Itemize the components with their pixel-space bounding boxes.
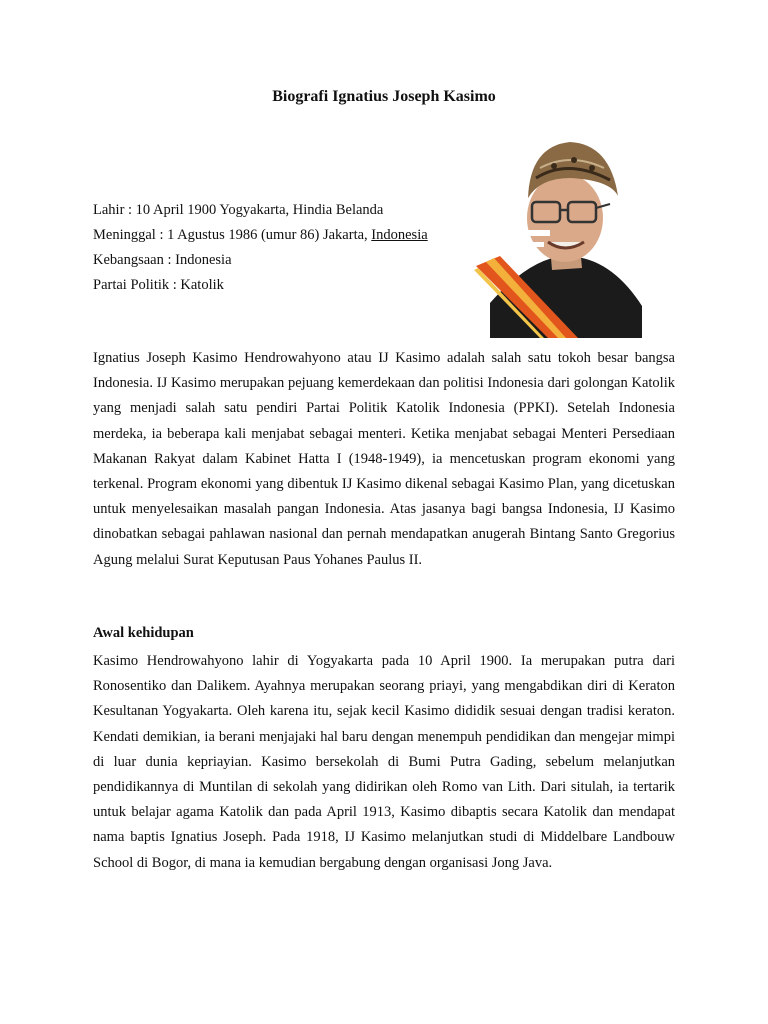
portrait-photo: [470, 138, 660, 338]
death-info-text: Meninggal : 1 Agustus 1986 (umur 86) Jakarta,: [93, 227, 372, 243]
document-title: Biografi Ignatius Joseph Kasimo: [272, 88, 496, 105]
birth-info: Lahir : 10 April 1900 Yogyakarta, Hindia Belanda: [93, 202, 384, 218]
biodata-block: [93, 198, 428, 298]
section-heading: Awal kehidupan: [93, 625, 194, 641]
section-paragraph: Kasimo Hendrowahyono lahir di Yogyakarta pada 10 April 1900. Ia merupakan putra dari Ronosentiko dan Dalikem. Ayahnya merupakan seorang priayi, yang mengabdikan diri di Keraton Kesultanan Yogyakarta. Oleh karena itu, sejak kecil Kasimo dididik sesuai dengan tradisi keraton. Kendati demikian, ia berani menjajaki hal baru dengan menempuh pendidikan dan mengejar mimpi di luar dunia kepriayian. Kasimo bersekolah di Bumi Putra Gading, sebelum melanjutkan pendidikannya di Muntilan di sekolah yang didirikan oleh Romo van Lith. Dari situlah, ia tertarik untuk belajar agama Katolik dan pada April 1913, Kasimo dibaptis secara Katolik dan mendapat nama baptis Ignatius Joseph. Pada 1918, IJ Kasimo melanjutkan studi di Middelbare Landbouw School di Bogor, di mana ia kemudian bergabung dengan organisasi Jong Java.: [93, 653, 675, 871]
nationality-info: Kebangsaan : Indonesia: [93, 252, 232, 268]
indonesia-link[interactable]: Indonesia: [371, 227, 428, 243]
party-info: Partai Politik : Katolik: [93, 277, 224, 293]
intro-paragraph: Ignatius Joseph Kasimo Hendrowahyono atau IJ Kasimo adalah salah satu tokoh besar bangsa Indonesia. IJ Kasimo merupakan pejuang kemerdekaan dan politisi Indonesia dari golongan Katolik yang menjadi salah satu pendiri Partai Politik Katolik Indonesia (PPKI). Setelah Indonesia merdeka, ia beberapa kali menjabat sebagai menteri. Ketika menjabat sebagai Menteri Persediaan Makanan Rakyat dalam Kabinet Hatta I (1948-1949), ia mencetuskan program ekonomi yang terkenal. Program ekonomi yang dibentuk IJ Kasimo dikenal sebagai Kasimo Plan, yang dicetuskan untuk menyelesaikan masalah pangan Indonesia. Atas jasanya bagi bangsa Indonesia, IJ Kasimo dinobatkan sebagai pahlawan nasional dan pernah mendapatkan anugerah Bintang Santo Gregorius Agung melalui Surat Keputusan Paus Yohanes Paulus II.: [93, 350, 675, 568]
death-info: [93, 223, 428, 248]
